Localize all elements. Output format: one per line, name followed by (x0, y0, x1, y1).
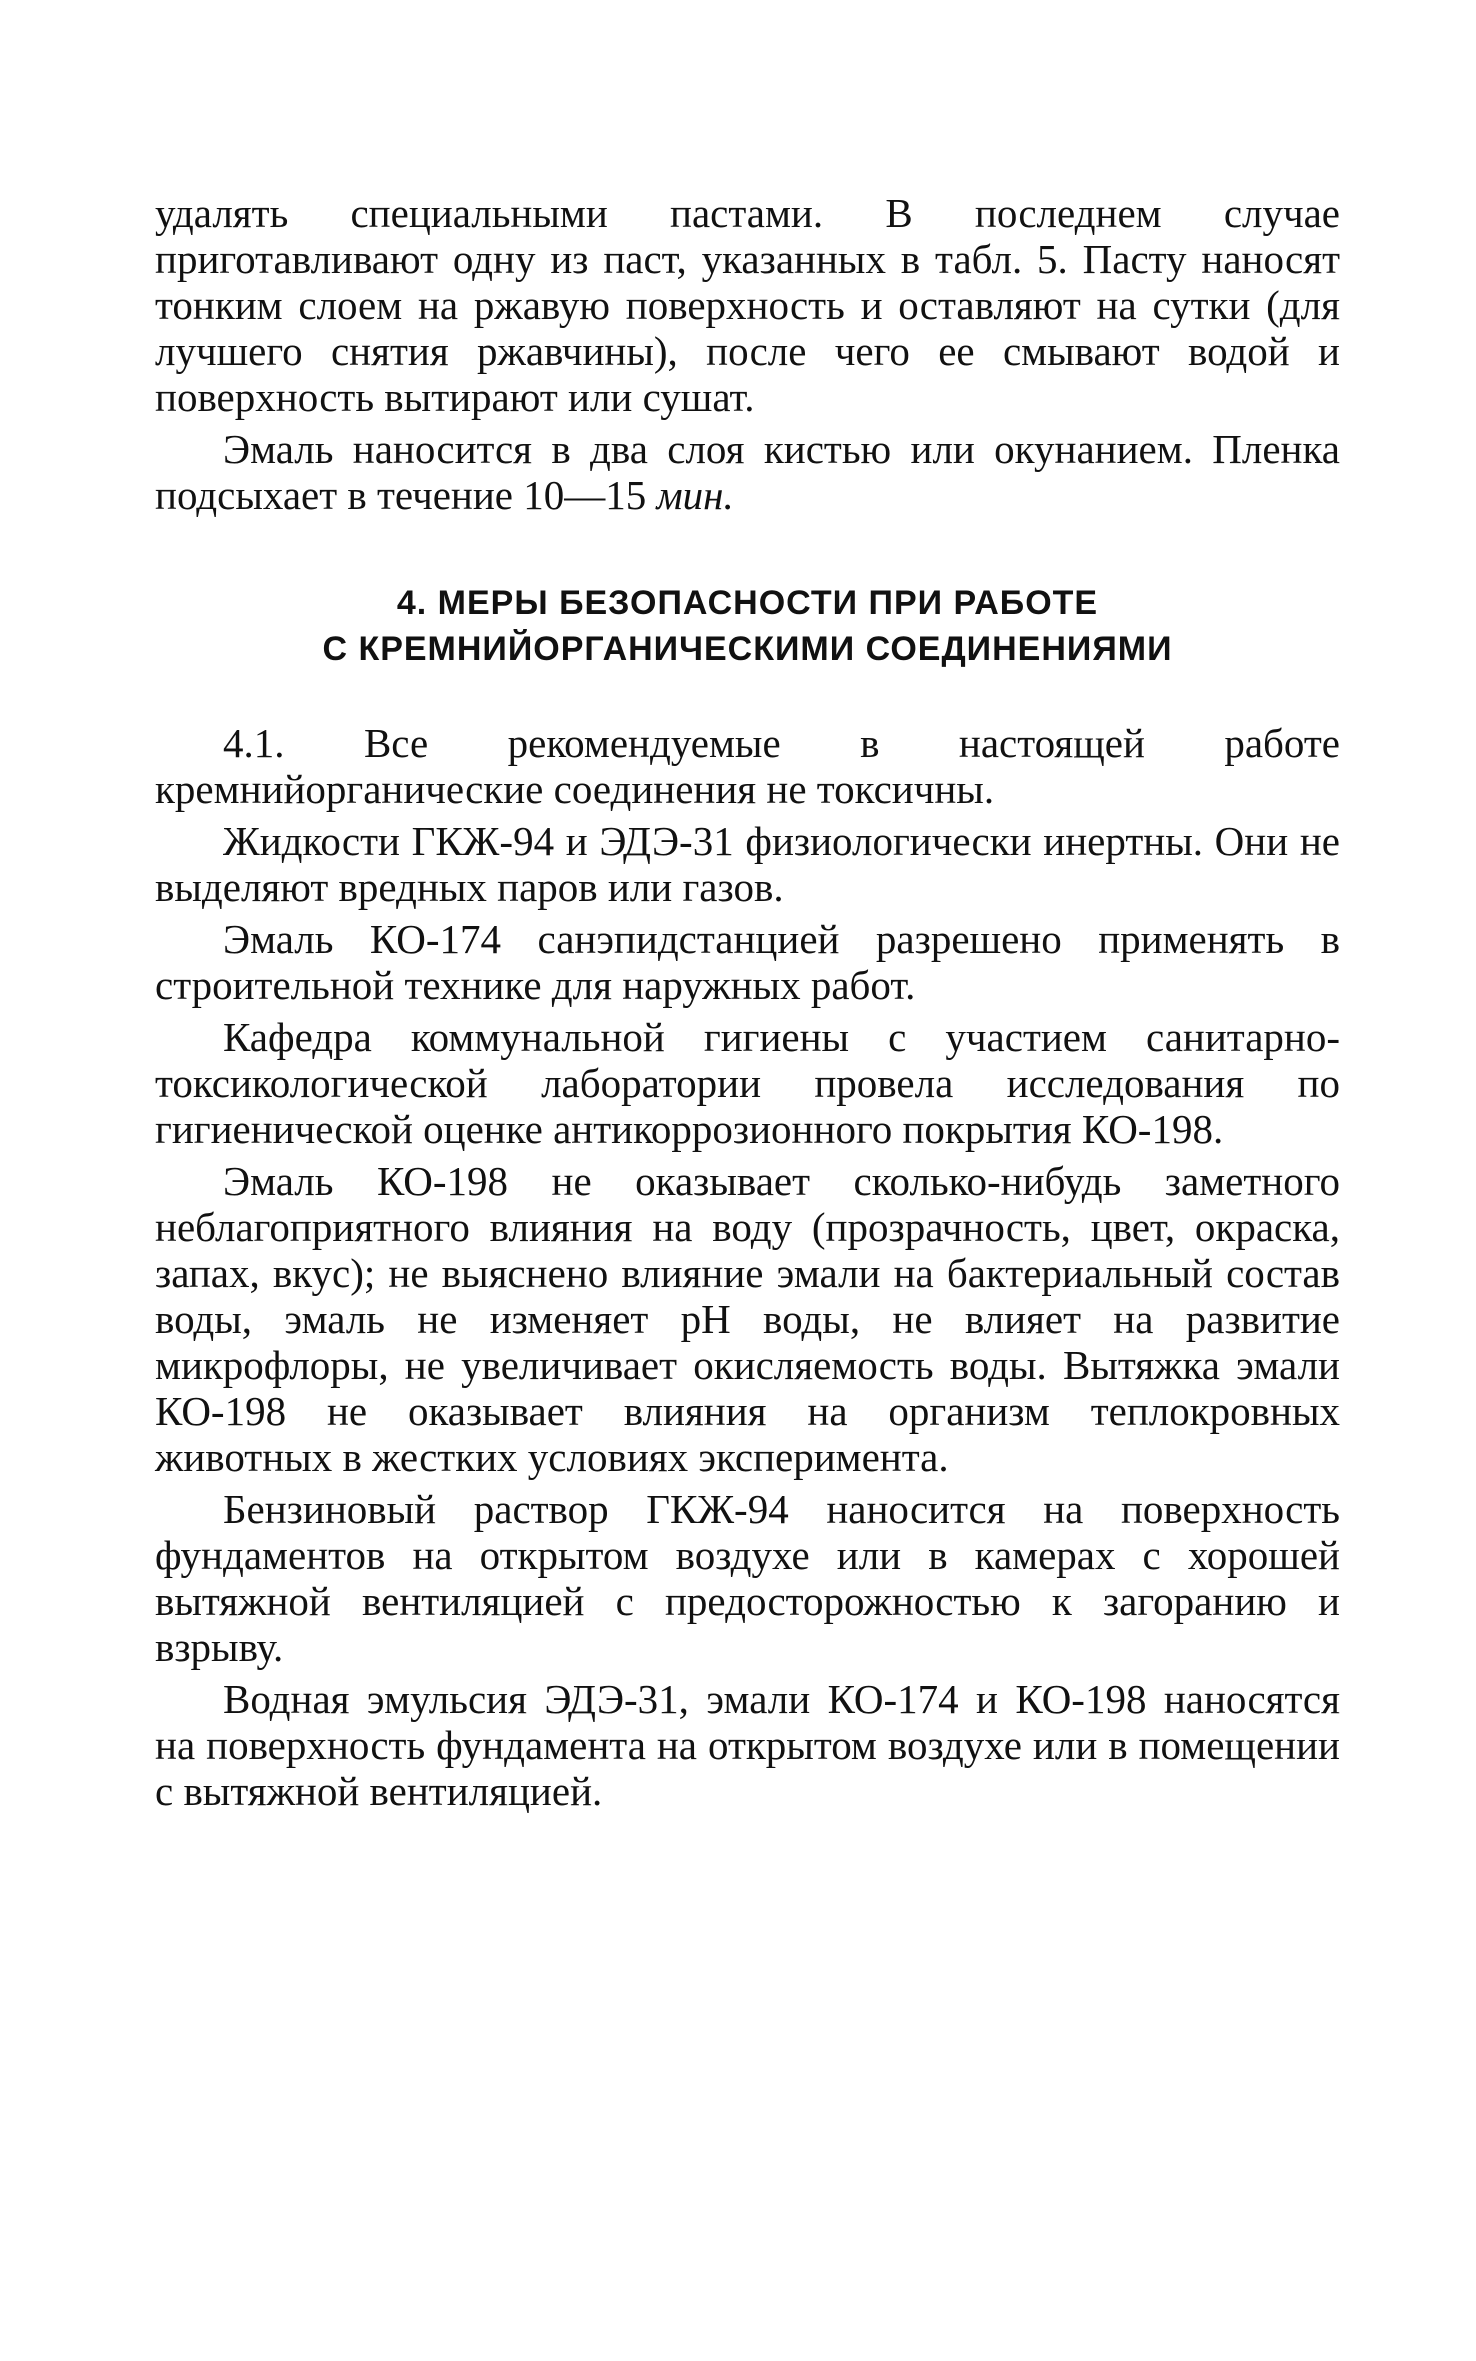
section-paragraph: Водная эмульсия ЭДЭ-31, эмали КО-174 и КО-198 наносятся на поверхность фундамента на открытом воздухе или в помещении с вытяжной вентиляцией. (155, 1676, 1340, 1814)
section-heading-line-1: 4. МЕРЫ БЕЗОПАСНОСТИ ПРИ РАБОТЕ (396, 584, 1099, 622)
enamel-paragraph (155, 426, 1340, 518)
intro-paragraph: удалять специальными пастами. В последнем случае приготавливают одну из паст, указанных в табл. 5. Пасту наносят тонким слоем на ржавую поверхность и оставляют на сутки (для лучшего снятия ржавчины), после чего ее смывают водой и поверхность вытирают или сушат. (155, 190, 1340, 420)
enamel-paragraph-text: Эмаль наносится в два слоя кистью или окунанием. Пленка подсыхает в течение 10—15 (155, 426, 1340, 518)
section-heading-line-2: С КРЕМНИЙОРГАНИЧЕСКИМИ СОЕДИНЕНИЯМИ (322, 630, 1173, 668)
section-paragraph: Эмаль КО-174 санэпидстанцией разрешено применять в строительной технике для наружных работ. (155, 916, 1340, 1008)
section-paragraph: 4.1. Все рекомендуемые в настоящей работе кремнийорганические соединения не токсичны. (155, 720, 1340, 812)
spacer (155, 518, 1340, 580)
spacer (155, 672, 1340, 720)
section-paragraph: Жидкости ГКЖ-94 и ЭДЭ-31 физиологически инертны. Они не выделяют вредных паров или газов. (155, 818, 1340, 910)
section-paragraph: Бензиновый раствор ГКЖ-94 наносится на поверхность фундаментов на открытом воздухе или в камерах с хорошей вытяжной вентиляцией с предосторожностью к загоранию и взрыву. (155, 1486, 1340, 1670)
enamel-paragraph-unit: мин. (656, 472, 734, 518)
document-page (155, 190, 1340, 1814)
section-paragraph: Эмаль КО-198 не оказывает сколько-нибудь заметного неблагоприятного влияния на воду (прозрачность, цвет, окраска, запах, вкус); не выяснено влияние эмали на бактериальный состав воды, эмаль не изменяет рН воды, не влияет на развитие микрофлоры, не увеличивает окисляемость воды. Вытяжка эмали КО-198 не оказывает влияния на организм теплокровных животных в жестких условиях эксперимента. (155, 1158, 1340, 1480)
section-heading (155, 580, 1340, 672)
section-paragraph: Кафедра коммунальной гигиены с участием санитарно-токсикологической лаборатории провела исследования по гигиенической оценке антикоррозионного покрытия КО-198. (155, 1014, 1340, 1152)
